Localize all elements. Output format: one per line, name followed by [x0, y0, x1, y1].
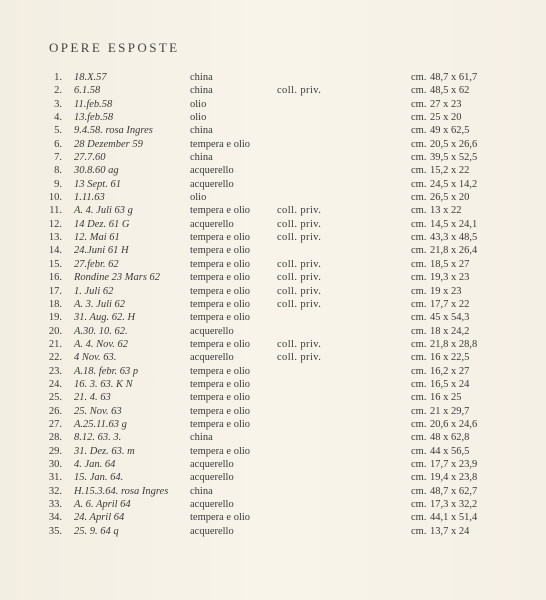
work-number: 15.: [48, 258, 62, 270]
work-number: 3.: [54, 98, 62, 110]
work-number: 26.: [48, 405, 62, 417]
work-dimensions: 14,5 x 24,1: [430, 218, 478, 230]
work-number: 25.: [48, 392, 62, 404]
work-technique: acquerello: [190, 525, 234, 537]
work-number: 2.: [54, 85, 62, 97]
work-technique: china: [190, 85, 213, 97]
work-technique: acquerello: [190, 218, 234, 230]
work-dimensions: 44 x 56,5: [430, 445, 470, 457]
work-title: A.30. 10. 62.: [74, 325, 128, 337]
dimension-unit: cm.: [411, 258, 427, 270]
work-dimensions: 49 x 62,5: [430, 125, 470, 137]
work-number: 35.: [48, 525, 62, 537]
work-dimensions: 16 x 25: [430, 392, 462, 404]
works-list: [0, 71, 546, 538]
work-title: 31. Aug. 62. H: [74, 312, 136, 324]
work-title: 13.feb.58: [74, 112, 114, 124]
work-number: 18.: [48, 298, 62, 310]
work-title: 15. Jan. 64.: [74, 472, 124, 484]
work-title: A.25.11.63 g: [74, 418, 127, 430]
work-number: 17.: [48, 285, 62, 297]
work-collection: coll. priv.: [277, 272, 322, 284]
work-number: 8.: [54, 165, 62, 177]
list-item: [0, 365, 546, 378]
work-number: 34.: [48, 512, 62, 524]
dimension-unit: cm.: [411, 205, 427, 217]
page-title: OPERE ESPOSTE: [49, 40, 180, 55]
work-number: 4.: [54, 112, 62, 124]
work-dimensions: 44,1 x 51,4: [430, 512, 478, 524]
dimension-unit: cm.: [411, 192, 427, 204]
list-item: [0, 285, 546, 298]
dimension-unit: cm.: [411, 365, 427, 377]
dimension-unit: cm.: [411, 485, 427, 497]
work-technique: china: [190, 72, 213, 83]
work-title: 14 Dez. 61 G: [74, 218, 130, 230]
work-number: 10.: [48, 192, 62, 204]
work-technique: acquerello: [190, 325, 234, 337]
work-dimensions: 25 x 20: [430, 112, 462, 124]
work-technique: acquerello: [190, 178, 234, 190]
work-title: 24. April 64: [74, 512, 125, 524]
dimension-unit: cm.: [411, 285, 427, 297]
list-item: [0, 498, 546, 511]
list-item: [0, 431, 546, 444]
work-collection: coll. priv.: [277, 352, 322, 364]
work-title: 4. Jan. 64: [74, 458, 116, 470]
work-number: 1.: [54, 72, 62, 83]
list-item: [0, 231, 546, 244]
work-title: 27.7.60: [74, 152, 106, 164]
work-number: 16.: [48, 272, 62, 284]
work-number: 22.: [48, 352, 62, 364]
work-title: 31. Dez. 63. m: [74, 445, 135, 457]
work-number: 7.: [54, 152, 62, 164]
work-dimensions: 18,5 x 27: [430, 258, 470, 270]
dimension-unit: cm.: [411, 392, 427, 404]
list-item: [0, 244, 546, 257]
work-technique: china: [190, 125, 213, 137]
dimension-unit: cm.: [411, 525, 427, 537]
work-technique: olio: [190, 192, 207, 204]
work-number: 28.: [48, 432, 62, 444]
work-dimensions: 48,7 x 61,7: [430, 72, 478, 83]
dimension-unit: cm.: [411, 72, 427, 83]
work-technique: tempera e olio: [190, 445, 251, 457]
work-title: 21. 4. 63: [74, 392, 111, 404]
work-technique: china: [190, 152, 213, 164]
dimension-unit: cm.: [411, 125, 427, 137]
dimension-unit: cm.: [411, 405, 427, 417]
work-number: 20.: [48, 325, 62, 337]
dimension-unit: cm.: [411, 98, 427, 110]
dimension-unit: cm.: [411, 338, 427, 350]
list-item: [0, 471, 546, 484]
work-dimensions: 17,3 x 32,2: [430, 499, 478, 510]
work-technique: china: [190, 432, 213, 444]
dimension-unit: cm.: [411, 458, 427, 470]
list-item: [0, 325, 546, 338]
work-number: 27.: [48, 418, 62, 430]
dimension-unit: cm.: [411, 432, 427, 444]
work-number: 19.: [48, 312, 62, 324]
work-dimensions: 20,6 x 24,6: [430, 418, 478, 430]
work-technique: tempera e olio: [190, 298, 251, 310]
list-item: [0, 445, 546, 458]
work-collection: coll. priv.: [277, 85, 322, 97]
work-technique: tempera e olio: [190, 405, 251, 417]
work-dimensions: 19 x 23: [430, 285, 462, 297]
work-technique: acquerello: [190, 458, 234, 470]
work-collection: coll. priv.: [277, 298, 322, 310]
work-title: H.15.3.64. rosa Ingres: [74, 485, 169, 497]
dimension-unit: cm.: [411, 245, 427, 257]
work-dimensions: 17,7 x 23,9: [430, 458, 478, 470]
dimension-unit: cm.: [411, 325, 427, 337]
list-item: [0, 405, 546, 418]
work-dimensions: 48,7 x 62,7: [430, 485, 478, 497]
work-dimensions: 45 x 54,3: [430, 312, 470, 324]
work-technique: tempera e olio: [190, 312, 251, 324]
list-item: [0, 511, 546, 524]
list-item: [0, 391, 546, 404]
work-dimensions: 17,7 x 22: [430, 298, 470, 310]
work-title: 6.1.58: [74, 85, 101, 97]
work-collection: coll. priv.: [277, 232, 322, 244]
dimension-unit: cm.: [411, 112, 427, 124]
work-technique: tempera e olio: [190, 418, 251, 430]
dimension-unit: cm.: [411, 472, 427, 484]
dimension-unit: cm.: [411, 352, 427, 364]
list-item: [0, 191, 546, 204]
list-item: [0, 124, 546, 137]
work-technique: china: [190, 485, 213, 497]
dimension-unit: cm.: [411, 138, 427, 150]
work-technique: tempera e olio: [190, 205, 251, 217]
work-title: 12. Mai 61: [74, 232, 120, 244]
list-item: [0, 164, 546, 177]
work-technique: tempera e olio: [190, 365, 251, 377]
work-number: 6.: [54, 138, 62, 150]
dimension-unit: cm.: [411, 178, 427, 190]
work-title: 11.feb.58: [74, 98, 113, 110]
work-dimensions: 16,5 x 24: [430, 378, 470, 390]
work-number: 23.: [48, 365, 62, 377]
work-dimensions: 13,7 x 24: [430, 525, 470, 537]
dimension-unit: cm.: [411, 165, 427, 177]
list-item: [0, 311, 546, 324]
work-technique: tempera e olio: [190, 272, 251, 284]
work-technique: acquerello: [190, 472, 234, 484]
work-number: 30.: [48, 458, 62, 470]
work-dimensions: 27 x 23: [430, 98, 462, 110]
dimension-unit: cm.: [411, 499, 427, 510]
work-technique: tempera e olio: [190, 285, 251, 297]
dimension-unit: cm.: [411, 152, 427, 164]
work-dimensions: 48,5 x 62: [430, 85, 470, 97]
list-item: [0, 204, 546, 217]
work-technique: tempera e olio: [190, 258, 251, 270]
list-item: [0, 98, 546, 111]
dimension-unit: cm.: [411, 445, 427, 457]
work-technique: tempera e olio: [190, 392, 251, 404]
list-item: [0, 298, 546, 311]
work-technique: acquerello: [190, 499, 234, 510]
work-number: 11.: [49, 205, 62, 217]
work-technique: tempera e olio: [190, 232, 251, 244]
work-title: 27.febr. 62: [74, 258, 119, 270]
work-collection: coll. priv.: [277, 205, 322, 217]
work-dimensions: 21,8 x 28,8: [430, 338, 478, 350]
list-item: [0, 418, 546, 431]
work-technique: tempera e olio: [190, 338, 251, 350]
list-item: [0, 178, 546, 191]
work-technique: olio: [190, 112, 207, 124]
work-number: 33.: [48, 499, 62, 510]
work-title: 25. Nov. 63: [74, 405, 122, 417]
work-title: A. 4. Nov. 62: [74, 338, 129, 350]
work-number: 29.: [48, 445, 62, 457]
list-item: [0, 338, 546, 351]
list-item: [0, 218, 546, 231]
work-title: 25. 9. 64 q: [74, 525, 119, 537]
work-technique: acquerello: [190, 352, 234, 364]
work-title: 30.8.60 ag: [74, 165, 119, 177]
work-dimensions: 13 x 22: [430, 205, 462, 217]
work-dimensions: 19,3 x 23: [430, 272, 470, 284]
list-item: [0, 138, 546, 151]
list-item: [0, 458, 546, 471]
work-title: A.18. febr. 63 p: [74, 365, 139, 377]
work-technique: acquerello: [190, 165, 234, 177]
work-number: 32.: [48, 485, 62, 497]
work-technique: tempera e olio: [190, 378, 251, 390]
list-item: [0, 525, 546, 538]
work-collection: coll. priv.: [277, 285, 322, 297]
list-item: [0, 84, 546, 97]
work-dimensions: 19,4 x 23,8: [430, 472, 478, 484]
work-technique: tempera e olio: [190, 138, 251, 150]
list-item: [0, 151, 546, 164]
work-number: 14.: [48, 245, 62, 257]
work-dimensions: 15,2 x 22: [430, 165, 470, 177]
work-number: 12.: [48, 218, 62, 230]
work-collection: coll. priv.: [277, 338, 322, 350]
work-title: 24.Juni 61 H: [74, 245, 129, 257]
work-collection: coll. priv.: [277, 258, 322, 270]
work-number: 9.: [54, 178, 62, 190]
work-title: 9.4.58. rosa Ingres: [74, 125, 153, 137]
work-technique: tempera e olio: [190, 245, 251, 257]
dimension-unit: cm.: [411, 298, 427, 310]
work-dimensions: 16 x 22,5: [430, 352, 470, 364]
work-number: 24.: [48, 378, 62, 390]
list-item: [0, 71, 546, 84]
work-number: 21.: [48, 338, 62, 350]
list-item: [0, 111, 546, 124]
list-item: [0, 258, 546, 271]
work-title: 8.12. 63. 3.: [74, 432, 122, 444]
work-dimensions: 20,5 x 26,6: [430, 138, 478, 150]
work-number: 13.: [48, 232, 62, 244]
work-title: 16. 3. 63. K N: [74, 378, 133, 390]
work-dimensions: 16,2 x 27: [430, 365, 470, 377]
list-item: [0, 351, 546, 364]
work-dimensions: 24,5 x 14,2: [430, 178, 478, 190]
work-title: 13 Sept. 61: [74, 178, 121, 190]
work-dimensions: 21 x 29,7: [430, 405, 470, 417]
work-title: A. 3. Juli 62: [74, 298, 126, 310]
work-number: 5.: [54, 125, 62, 137]
work-dimensions: 48 x 62,8: [430, 432, 470, 444]
work-dimensions: 26,5 x 20: [430, 192, 470, 204]
work-collection: coll. priv.: [277, 218, 322, 230]
work-title: 1.11.63: [74, 192, 105, 204]
dimension-unit: cm.: [411, 272, 427, 284]
work-title: 1. Juli 62: [74, 285, 114, 297]
work-dimensions: 21,8 x 26,4: [430, 245, 478, 257]
list-item: [0, 271, 546, 284]
dimension-unit: cm.: [411, 512, 427, 524]
work-number: 31.: [48, 472, 62, 484]
work-dimensions: 39,5 x 52,5: [430, 152, 478, 164]
work-title: 18.X.57: [74, 72, 107, 83]
list-item: [0, 378, 546, 391]
dimension-unit: cm.: [411, 232, 427, 244]
work-technique: olio: [190, 98, 207, 110]
dimension-unit: cm.: [411, 218, 427, 230]
work-title: Rondine 23 Mars 62: [74, 272, 161, 284]
work-technique: tempera e olio: [190, 512, 251, 524]
work-title: A. 4. Juli 63 g: [74, 205, 133, 217]
dimension-unit: cm.: [411, 85, 427, 97]
dimension-unit: cm.: [411, 418, 427, 430]
dimension-unit: cm.: [411, 378, 427, 390]
dimension-unit: cm.: [411, 312, 427, 324]
list-item: [0, 485, 546, 498]
work-title: A. 6. April 64: [74, 499, 131, 510]
work-title: 4 Nov. 63.: [74, 352, 117, 364]
work-title: 28 Dezember 59: [74, 138, 143, 150]
work-dimensions: 43,3 x 48,5: [430, 232, 478, 244]
work-dimensions: 18 x 24,2: [430, 325, 470, 337]
